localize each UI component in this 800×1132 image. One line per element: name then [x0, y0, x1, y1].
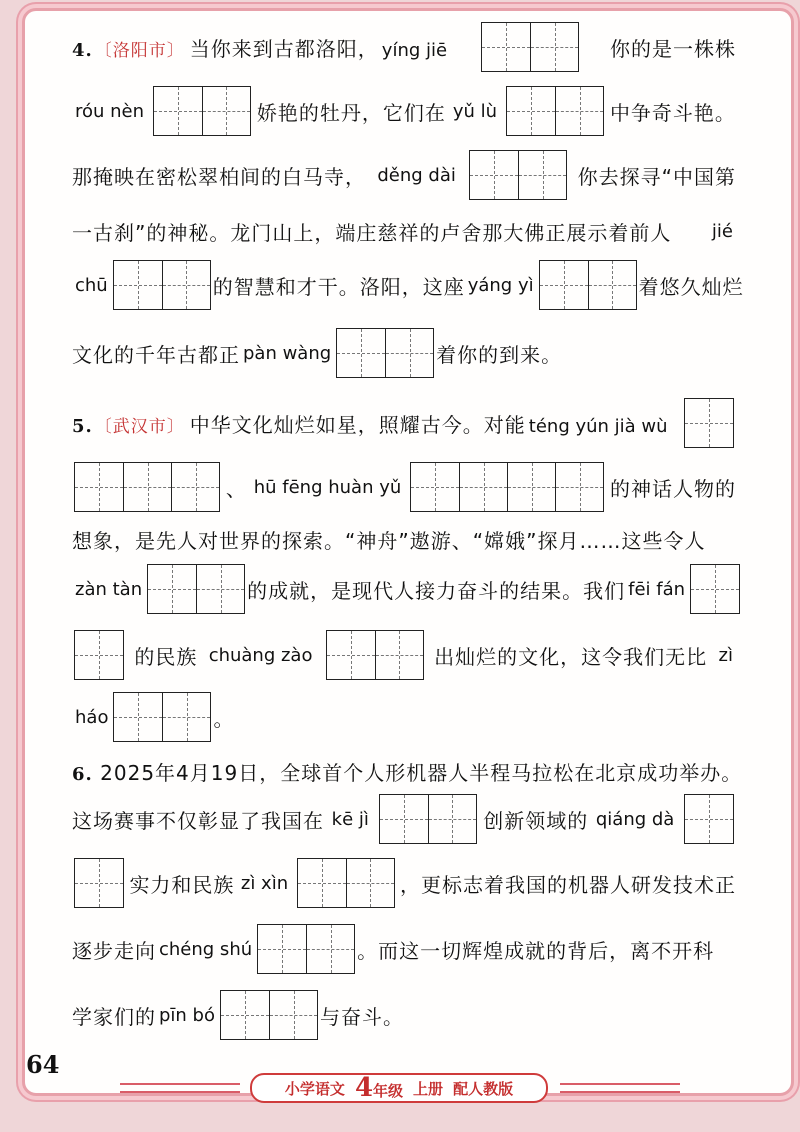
pinyin: qiáng dà — [595, 808, 675, 830]
answer-box[interactable] — [153, 86, 251, 136]
answer-cell[interactable] — [75, 463, 123, 511]
q6-line-2 — [72, 792, 736, 846]
footer-decoration-right — [560, 1083, 680, 1093]
pinyin: pīn bó — [159, 1004, 215, 1026]
text: 你的是一株株 — [610, 36, 736, 61]
answer-cell[interactable] — [154, 87, 202, 135]
answer-cell[interactable] — [530, 23, 578, 71]
answer-cell[interactable] — [685, 399, 733, 447]
q6-line-5 — [72, 988, 736, 1042]
grade-label: 年级 — [373, 1082, 404, 1100]
pinyin: háo — [75, 706, 109, 728]
q4-line-6 — [72, 326, 736, 380]
answer-box[interactable] — [481, 22, 579, 72]
answer-box[interactable] — [506, 86, 604, 136]
q4-line-3 — [72, 148, 736, 202]
answer-cell[interactable] — [411, 463, 459, 511]
answer-cell[interactable] — [518, 151, 566, 199]
q5-line-1 — [72, 396, 736, 450]
pinyin: zì xìn — [240, 872, 289, 894]
answer-cell[interactable] — [148, 565, 196, 613]
answer-cell[interactable] — [470, 151, 518, 199]
answer-cell[interactable] — [482, 23, 530, 71]
answer-cell[interactable] — [202, 87, 250, 135]
text: 创新领域的 — [483, 808, 589, 833]
answer-box[interactable] — [539, 260, 637, 310]
footer-decoration-left — [120, 1083, 240, 1093]
q4-line-5 — [72, 258, 744, 312]
text: 与奋斗。 — [320, 1004, 404, 1029]
answer-box[interactable] — [684, 398, 734, 448]
pinyin: hū fēng huàn yǔ — [253, 476, 402, 498]
q5-line-6 — [72, 690, 736, 744]
answer-cell[interactable] — [221, 991, 269, 1039]
question-number: 5. — [72, 415, 93, 437]
answer-cell[interactable] — [428, 795, 476, 843]
text: 的神话人物的 — [609, 476, 736, 501]
text: 。 — [213, 706, 235, 731]
answer-box[interactable] — [74, 858, 124, 908]
pinyin: yǔ lù — [452, 100, 498, 122]
q6-line-3 — [72, 856, 736, 910]
text: 。而这一切辉煌成就的背后，离不开科 — [357, 938, 715, 963]
text: 中华文化灿烂如星，照耀古今。对能 — [189, 412, 526, 437]
answer-cell[interactable] — [123, 463, 171, 511]
text: 当你来到古都洛阳， — [189, 36, 379, 61]
answer-cell[interactable] — [507, 87, 555, 135]
answer-box[interactable] — [379, 794, 477, 844]
answer-cell[interactable] — [375, 631, 423, 679]
answer-cell[interactable] — [555, 463, 603, 511]
answer-box[interactable] — [469, 150, 567, 200]
text: 着悠久灿烂 — [638, 274, 744, 299]
answer-cell[interactable] — [114, 261, 162, 309]
answer-cell[interactable] — [507, 463, 555, 511]
answer-cell[interactable] — [269, 991, 317, 1039]
answer-cell[interactable] — [327, 631, 375, 679]
subject-label: 小学语文 — [284, 1079, 345, 1098]
pinyin: děng dài — [377, 164, 456, 186]
pinyin: yáng yì — [467, 274, 534, 296]
answer-cell[interactable] — [380, 795, 428, 843]
footer-badge — [250, 1073, 548, 1103]
answer-cell[interactable] — [196, 565, 244, 613]
page-number: 64 — [26, 1050, 60, 1079]
question-number: 4. — [72, 39, 93, 61]
text: 、 — [225, 476, 247, 501]
q6-line-1 — [72, 744, 743, 798]
answer-cell[interactable] — [114, 693, 162, 741]
answer-box[interactable] — [74, 462, 220, 512]
text: 这场赛事不仅彰显了我国在 — [72, 808, 324, 833]
answer-cell[interactable] — [691, 565, 739, 613]
answer-box[interactable] — [684, 794, 734, 844]
answer-box[interactable] — [74, 630, 124, 680]
text: ，更标志着我国的机器人研发技术正 — [399, 872, 736, 897]
answer-cell[interactable] — [385, 329, 433, 377]
text: 着你的到来。 — [436, 342, 563, 367]
q4-line-1 — [72, 20, 736, 74]
edition-label: 配人教版 — [453, 1079, 514, 1098]
answer-cell[interactable] — [306, 925, 354, 973]
pinyin: jié — [711, 220, 733, 242]
answer-cell[interactable] — [171, 463, 219, 511]
text: 文化的千年古都正 — [72, 342, 240, 367]
volume-label: 上册 — [413, 1079, 444, 1098]
answer-cell[interactable] — [346, 859, 394, 907]
q5-line-4 — [72, 562, 736, 616]
city-tag: 〔洛阳市〕 — [94, 40, 185, 61]
pinyin: kē jì — [331, 808, 369, 830]
grade-number: 4 — [354, 1073, 374, 1103]
text: 的民族 — [134, 644, 198, 669]
text: 的成就，是现代人接力奋斗的结果。我们 — [247, 578, 626, 603]
text: 那掩映在密松翠柏间的白马寺， — [72, 164, 366, 189]
answer-cell[interactable] — [588, 261, 636, 309]
answer-cell[interactable] — [540, 261, 588, 309]
answer-cell[interactable] — [337, 329, 385, 377]
pinyin: chuàng zào — [208, 644, 313, 666]
answer-box[interactable] — [326, 630, 424, 680]
pinyin: chū — [75, 274, 108, 296]
text: 逐步走向 — [72, 938, 156, 963]
pinyin: téng yún jià wù — [528, 415, 668, 437]
text: 学家们的 — [72, 1004, 156, 1029]
answer-box[interactable] — [297, 858, 395, 908]
q5-line-3 — [72, 512, 736, 566]
answer-cell[interactable] — [75, 859, 123, 907]
answer-cell[interactable] — [258, 925, 306, 973]
text: 娇艳的牡丹，它们在 — [256, 100, 446, 125]
answer-box[interactable] — [690, 564, 740, 614]
answer-cell[interactable] — [75, 631, 123, 679]
text: 想象，是先人对世界的探索。“神舟”遨游、“嫦娥”探月……这些令人 — [72, 528, 706, 553]
text: 一古刹”的神秘。龙门山上，端庄慈祥的卢舍那大佛正展示着前人 — [72, 220, 672, 245]
q4-line-2 — [72, 84, 736, 138]
pinyin: róu nèn — [75, 100, 145, 122]
q5-line-2 — [72, 460, 736, 514]
answer-cell[interactable] — [459, 463, 507, 511]
text: 2025年4月19日，全球首个人形机器人半程马拉松在北京成功举办。 — [100, 760, 743, 785]
answer-cell[interactable] — [162, 693, 210, 741]
city-tag: 〔武汉市〕 — [94, 416, 185, 437]
answer-cell[interactable] — [685, 795, 733, 843]
answer-box[interactable] — [113, 692, 211, 742]
q5-line-5 — [72, 628, 736, 682]
answer-cell[interactable] — [298, 859, 346, 907]
answer-cell[interactable] — [555, 87, 603, 135]
answer-box[interactable] — [257, 924, 355, 974]
pinyin: zàn tàn — [75, 578, 143, 600]
answer-box[interactable] — [336, 328, 434, 378]
answer-box[interactable] — [220, 990, 318, 1040]
text: 的智慧和才干。洛阳，这座 — [212, 274, 465, 299]
q4-line-4 — [72, 204, 736, 258]
q6-line-4 — [72, 922, 736, 976]
pinyin: pàn wàng — [243, 342, 332, 364]
text: 出灿烂的文化，这令我们无比 — [434, 644, 708, 669]
answer-box[interactable] — [147, 564, 245, 614]
answer-cell[interactable] — [162, 261, 210, 309]
question-number: 6. — [72, 763, 93, 785]
pinyin: zì — [718, 644, 733, 666]
pinyin: yíng jiē — [381, 39, 448, 61]
pinyin: fēi fán — [628, 578, 686, 600]
answer-box[interactable] — [113, 260, 211, 310]
text: 中争奇斗艳。 — [609, 100, 736, 125]
text: 你去探寻“中国第 — [577, 164, 736, 189]
pinyin: chéng shú — [159, 938, 253, 960]
text: 实力和民族 — [129, 872, 235, 897]
answer-box[interactable] — [410, 462, 604, 512]
